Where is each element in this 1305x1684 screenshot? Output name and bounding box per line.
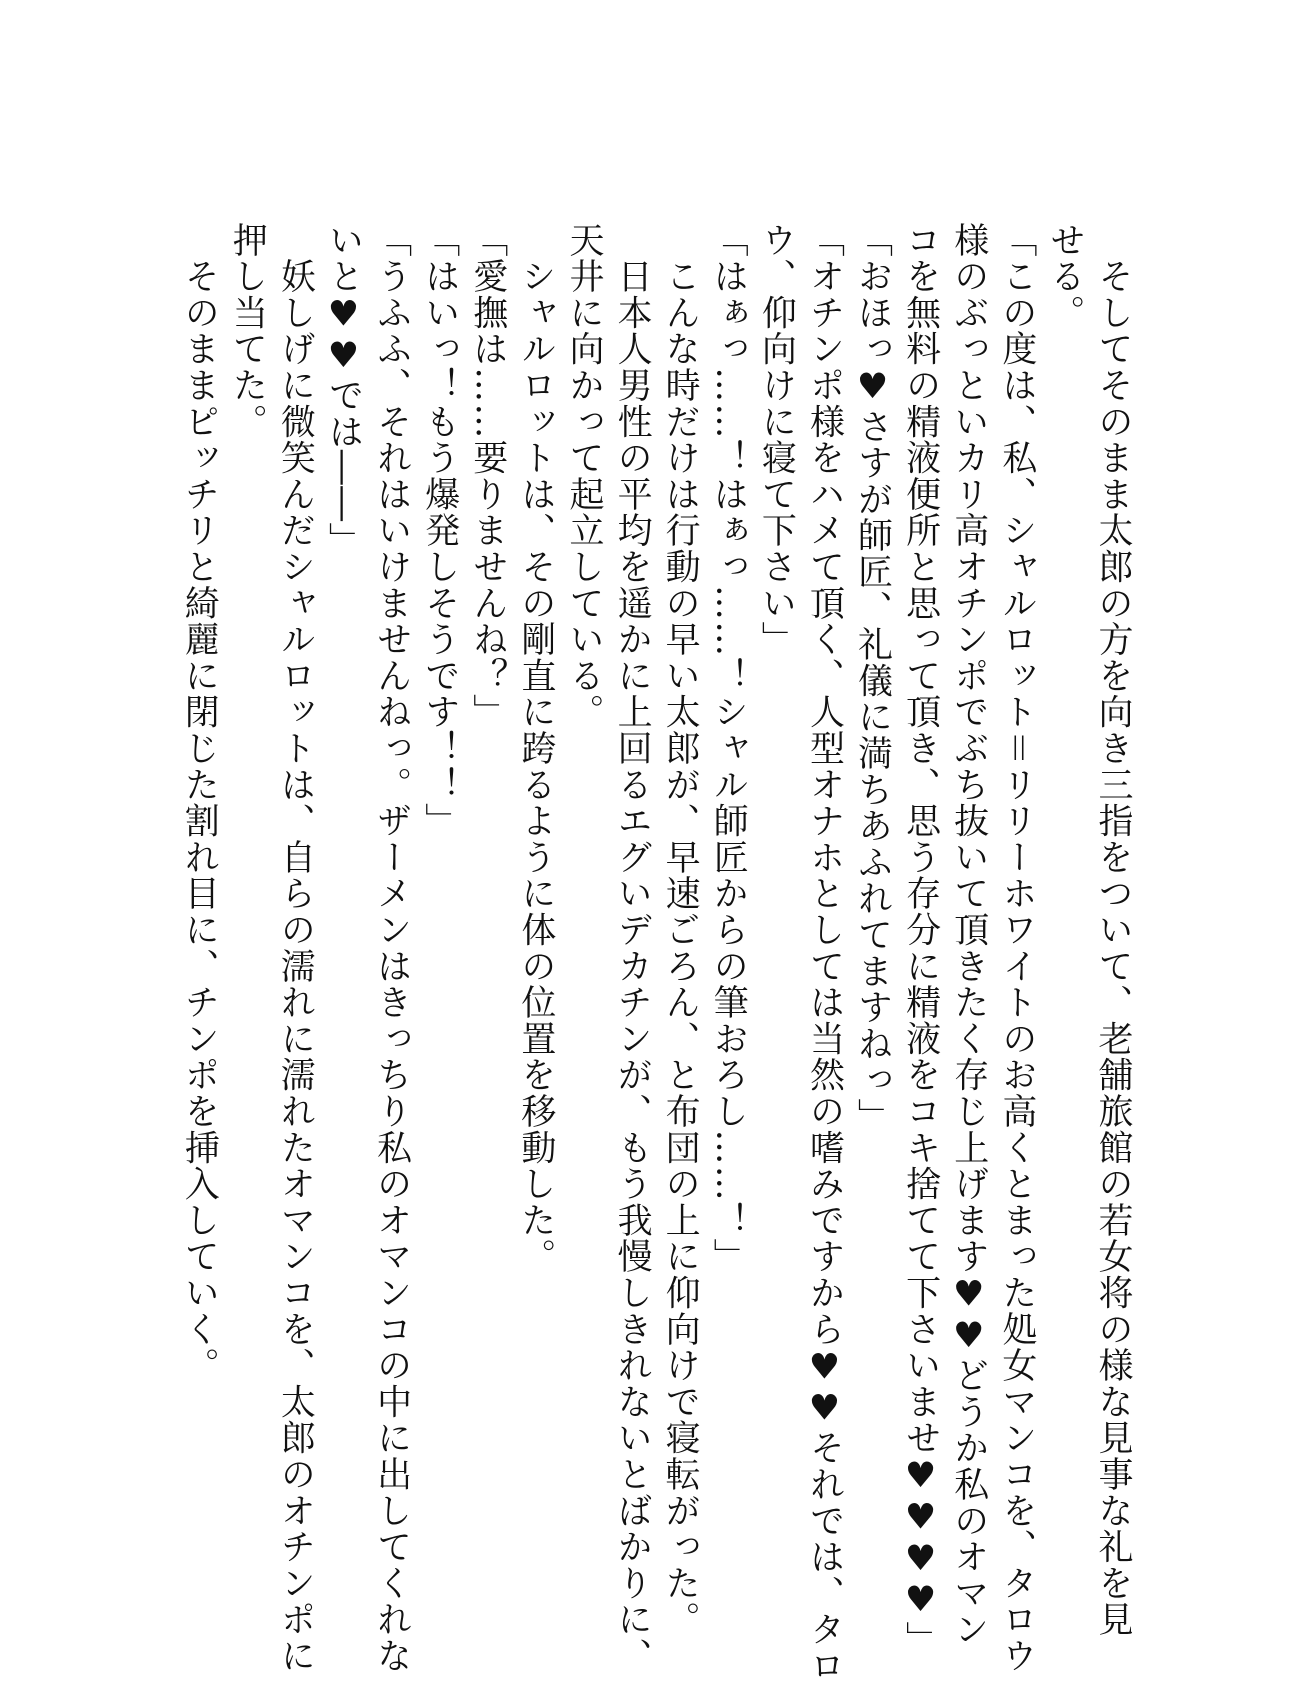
text-line: コを無料の精液便所と思って頂き、思う存分に精液をコキ捨てて下さいませ♥♥♥♥」 <box>900 222 941 1658</box>
text-line: 「おほっ♥さすが師匠、礼儀に満ちあふれてますねっ」 <box>852 222 893 1135</box>
text-line: 押し当てた。 <box>227 222 268 440</box>
text-line: 妖しげに微笑んだシャルロットは、自らの濡れに濡れたオマンコを、太郎のオチンポに <box>275 222 316 1674</box>
text-line: 「この度は、私、シャルロット＝リリーホワイトのお高くとまった処女マンコを、タロウ <box>996 222 1037 1674</box>
text-line: シャルロットは、その剛直に跨るように体の位置を移動した。 <box>515 222 556 1275</box>
text-line: 「うふふ、それはいけませんねっ。ザーメンはきっちり私のオマンコの中に出してくれな <box>371 222 412 1674</box>
text-line: 「オチンポ様をハメて頂く、人型オナホとしては当然の嗜みですから♥♥それでは、タロ <box>804 222 845 1684</box>
text-line: そしてそのまま太郎の方を向き三指をついて、老舗旅館の若女将の様な見事な礼を見 <box>1093 222 1133 1638</box>
text-line: そのままピッチリと綺麗に閉じた割れ目に、チンポを挿入していく。 <box>179 222 220 1384</box>
text-line: こんな時だけは行動の早い太郎が、早速ごろん、と布団の上に仰向けで寝転がった。 <box>660 222 701 1638</box>
text-line: ウ、仰向けに寝て下さい」 <box>756 222 797 658</box>
text-line: せる。 <box>1044 222 1085 331</box>
text-line: 「愛撫は……要りませんね？」 <box>467 222 508 731</box>
text-line: 「はいっ！もう爆発しそうです！！」 <box>419 222 460 840</box>
text-line: いと♥♥では――」 <box>323 222 364 559</box>
text-line: 様のぶっといカリ高オチンポでぶち抜いて頂きたく存じ上げます♥♥どうか私のオマン <box>948 222 989 1648</box>
vertical-text-body <box>175 222 1137 1684</box>
text-line: 日本人男性の平均を遥かに上回るエグいデカチンが、もう我慢しきれないとばかりに、 <box>612 222 653 1674</box>
text-line: 天井に向かって起立している。 <box>563 222 604 731</box>
text-line: 「はぁっ……！はぁっ……！シャル師匠からの筆おろし……！」 <box>708 222 749 1275</box>
